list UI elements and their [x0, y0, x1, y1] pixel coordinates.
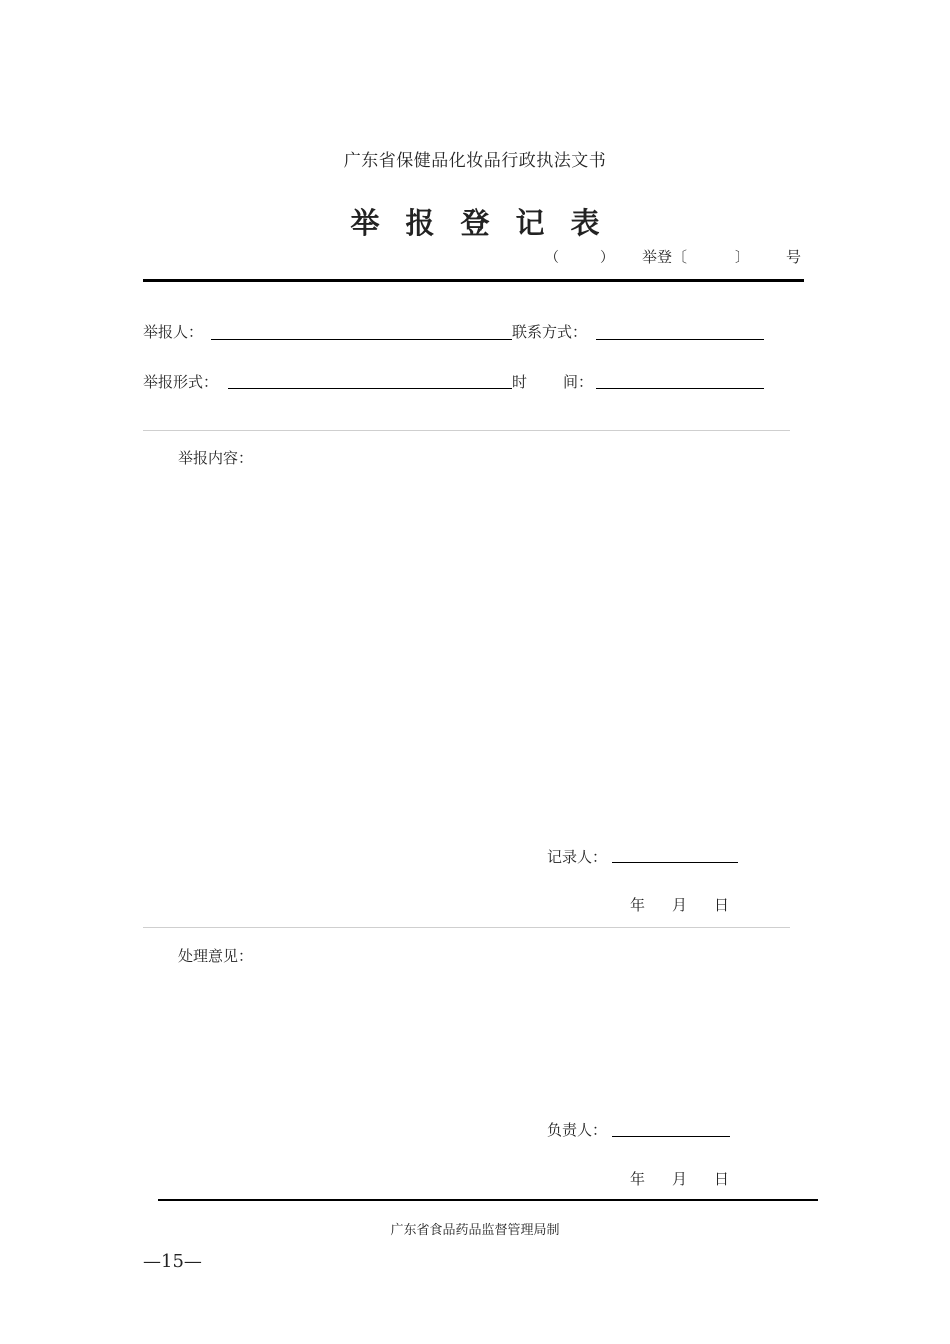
doc-number-suffix: 号	[786, 248, 802, 266]
doc-number-right-paren: ）	[600, 250, 614, 266]
issuer-text: 广东省食品药品监督管理局制	[390, 1223, 560, 1238]
doc-number-close: 〕	[735, 250, 749, 266]
time-label-second: 间：	[563, 373, 594, 391]
opinion-label: 处理意见：	[178, 947, 254, 965]
recorder-field[interactable]	[612, 862, 738, 863]
reporter-field[interactable]	[211, 339, 512, 340]
opinion-area[interactable]	[178, 972, 778, 1112]
time-field[interactable]	[596, 388, 764, 389]
recorder-label: 记录人：	[547, 848, 608, 866]
contact-label: 联系方式：	[512, 323, 588, 341]
opinion-date-month: 月	[672, 1170, 688, 1188]
report-form-field[interactable]	[228, 388, 512, 389]
doc-number-prefix: 举登〔	[642, 248, 688, 266]
reporter-label: 举报人：	[143, 323, 204, 341]
doc-number-left-paren: （	[545, 250, 559, 266]
content-date-month: 月	[672, 896, 688, 914]
report-form-label: 举报形式：	[143, 373, 219, 391]
form-title: 举报登记表	[350, 206, 626, 240]
contact-field[interactable]	[596, 339, 764, 340]
opinion-date-day: 日	[714, 1170, 730, 1188]
responsible-label: 负责人：	[547, 1121, 608, 1139]
opinion-date-year: 年	[630, 1170, 646, 1188]
responsible-field[interactable]	[612, 1136, 730, 1137]
time-label-first: 时	[512, 373, 528, 391]
footer-divider	[158, 1199, 818, 1201]
document-series-title: 广东省保健品化妆品行政执法文书	[343, 151, 607, 171]
section-divider-middle	[143, 927, 790, 928]
section-divider-top	[143, 430, 790, 431]
page-number: —15—	[143, 1251, 202, 1272]
content-date-day: 日	[714, 896, 730, 914]
report-content-area[interactable]	[178, 475, 778, 835]
content-date-year: 年	[630, 896, 646, 914]
header-divider	[143, 279, 804, 282]
report-content-label: 举报内容：	[178, 449, 254, 467]
